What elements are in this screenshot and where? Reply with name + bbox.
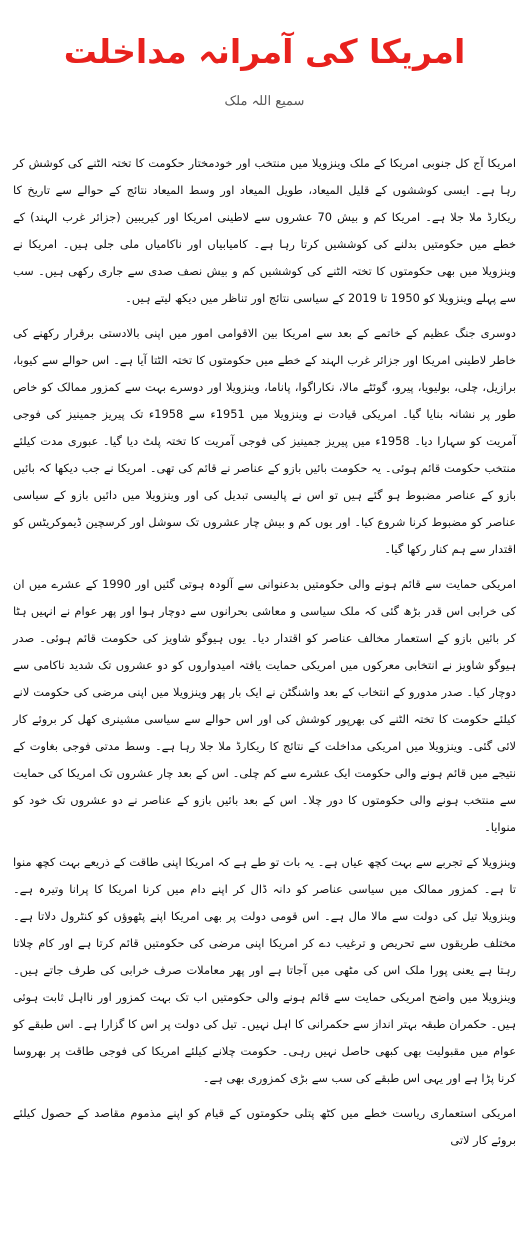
paragraph-1: امریکا آج کل جنوبی امریکا کے ملک وینزویلا میں منتخب اور خودمختار حکومت کا تختہ الٹنے کی کوشش کر رہا ہے۔ ایسی کوششوں کے قلیل المیعاد، طویل المیعاد اور وسط المیعاد نتائج کے حوالے سے تاریخ کا ریکارڈ ملا جلا ہے۔ امریکا کم و بیش 70 عشروں سے لاطینی امریکا اور کیریبین (جزائر غرب الہند) کے خطے میں حکومتیں بدلنے کی کوششیں کرتا رہا ہے۔ کامیابیاں اور ناکامیاں ملی جلی ہیں۔ امریکا نے وینزویلا میں بھی حکومتوں کا تختہ الٹنے کی کوششیں کم و بیش نصف صدی سے جاری رکھی ہیں۔ سب سے پہلے وینزویلا کو 1950 تا 2019 کے سیاسی نتائج اور تناظر میں دیکھ لیتے ہیں۔ — [13, 156, 516, 305]
paragraph-4: وینزویلا کے تجربے سے بہت کچھ عیاں ہے۔ یہ بات تو طے ہے کہ امریکا اپنی طاقت کے ذریعے بہت کچھ منوا تا ہے۔ کمزور ممالک میں سیاسی عناصر کو دانہ ڈال کر اپنے دام میں کرنا امریکا کا پرانا وتیرہ ہے۔ وینزویلا تیل کی دولت سے مالا مال ہے۔ اس قومی دولت پر بھی امریکا اپنے پٹھوؤں کو کنٹرول دلاتا ہے۔ مختلف طریقوں سے تحریص و ترغیب دے کر امریکا اپنی مرضی کی حکومتیں قائم کرتا ہے اور کام چلاتا رہتا ہے یعنی پورا ملک اس کی مٹھی میں آجاتا ہے اور پھر معاملات صرف خرابی کی طرف جاتے ہیں۔ وینزویلا میں واضح امریکی حمایت سے قائم ہونے والی حکومتیں اب تک بہت کمزور اور نااہل ثابت ہوئی ہیں۔ حکمران طبقہ بہتر انداز سے حکمرانی کا اہل نہیں۔ تیل کی دولت پر اس کا گزارا ہے۔ اس طبقے کو عوام میں مقبولیت بھی کبھی حاصل نہیں رہی۔ حکومت چلانے کیلئے امریکا کی فوجی طاقت پر بھروسا کرنا پڑا ہے اور یہی اس طبقے کی سب سے بڑی کمزوری بھی ہے۔ — [13, 855, 516, 1085]
paragraph-3: امریکی حمایت سے قائم ہونے والی حکومتیں بدعنوانی سے آلودہ ہوتی گئیں اور 1990 کے عشرے میں ان کی خرابی اس قدر بڑھ گئی کہ ملک سیاسی و معاشی بحرانوں سے دوچار ہوا اور پھر عوام نے انہیں ہٹا کر بائیں بازو کے استعمار مخالف عناصر کو اقتدار دیا۔ یوں ہیوگو شاویز کی حکومت قائم ہوئی۔ صدر ہیوگو شاویز نے انتخابی معرکوں میں امریکی حمایت یافتہ امیدواروں کو دو عشروں تک شدید ناکامی سے دوچار کیا۔ صدر مدورو کے انتخاب کے بعد واشنگٹن نے ایک بار پھر وینزویلا میں اپنی مرضی کی حکومت لانے کیلئے حکومت کا تختہ الٹنے کی بھرپور کوشش کی اور اس حوالے سے سیاسی مشینری کھل کر بروئے کار لائی گئی۔ وینزویلا میں امریکی مداخلت کے نتائج کا ریکارڈ ملا جلا رہا ہے۔ وسط مدتی فوجی بغاوت کے نتیجے میں قائم ہونے والی حکومت ایک عشرے سے کم چلی۔ اس کے بعد چار عشروں تک امریکا کی حمایت سے منتخب ہونے والی حکومتوں کا دور چلا۔ اس کے بعد بائیں بازو کے عناصر نے دو عشروں تک خود کو منوایا۔ — [13, 577, 516, 834]
paragraph-2: دوسری جنگ عظیم کے خاتمے کے بعد سے امریکا بین الاقوامی امور میں اپنی بالادستی برقرار رکھنے کی خاطر لاطینی امریکا اور جزائر غرب الہند کے خطے میں حکومتوں کا تختہ الٹتا آیا ہے۔ اس حوالے سے کیوبا، برازیل، چلی، بولیویا، پیرو، گوئٹے مالا، نکاراگوا، پاناما، وینزویلا اور دوسرے بہت سے کمزور ممالک کو خاص طور پر نشانہ بنایا گیا۔ امریکی قیادت نے وینزویلا میں 1951ء سے 1958ء تک پیریز جمینیز کی فوجی آمریت کو سہارا دیا۔ 1958ء میں پیریز جمینیز کی فوجی آمریت کا تختہ پلٹ دیا گیا۔ عبوری مدت کیلئے منتخب حکومت قائم ہوئی۔ یہ حکومت بائیں بازو کے عناصر نے قائم کی تھی۔ امریکا نے جب دیکھا کہ بائیں بازو کے عناصر مضبوط ہو گئے ہیں تو اس نے پالیسی تبدیل کی اور وینزویلا میں دائیں بازو کے سیاسی عناصر کو مضبوط کرنا شروع کیا۔ اور یوں کم و بیش چار عشروں تک سوشل اور کرسچین ڈیموکریٹس کو اقتدار سے ہم کنار رکھا گیا۔ — [13, 326, 516, 556]
paragraph-5: امریکی استعماری ریاست خطے میں کٹھ پتلی حکومتوں کے قیام کو اپنے مذموم مقاصد کے حصول کیلئے بروئے کار لاتی — [13, 1106, 516, 1147]
article-body — [13, 150, 516, 1154]
article-title: امریکا کی آمرانہ مداخلت — [63, 32, 466, 71]
author-byline: سمیع اللہ ملک — [224, 94, 305, 109]
